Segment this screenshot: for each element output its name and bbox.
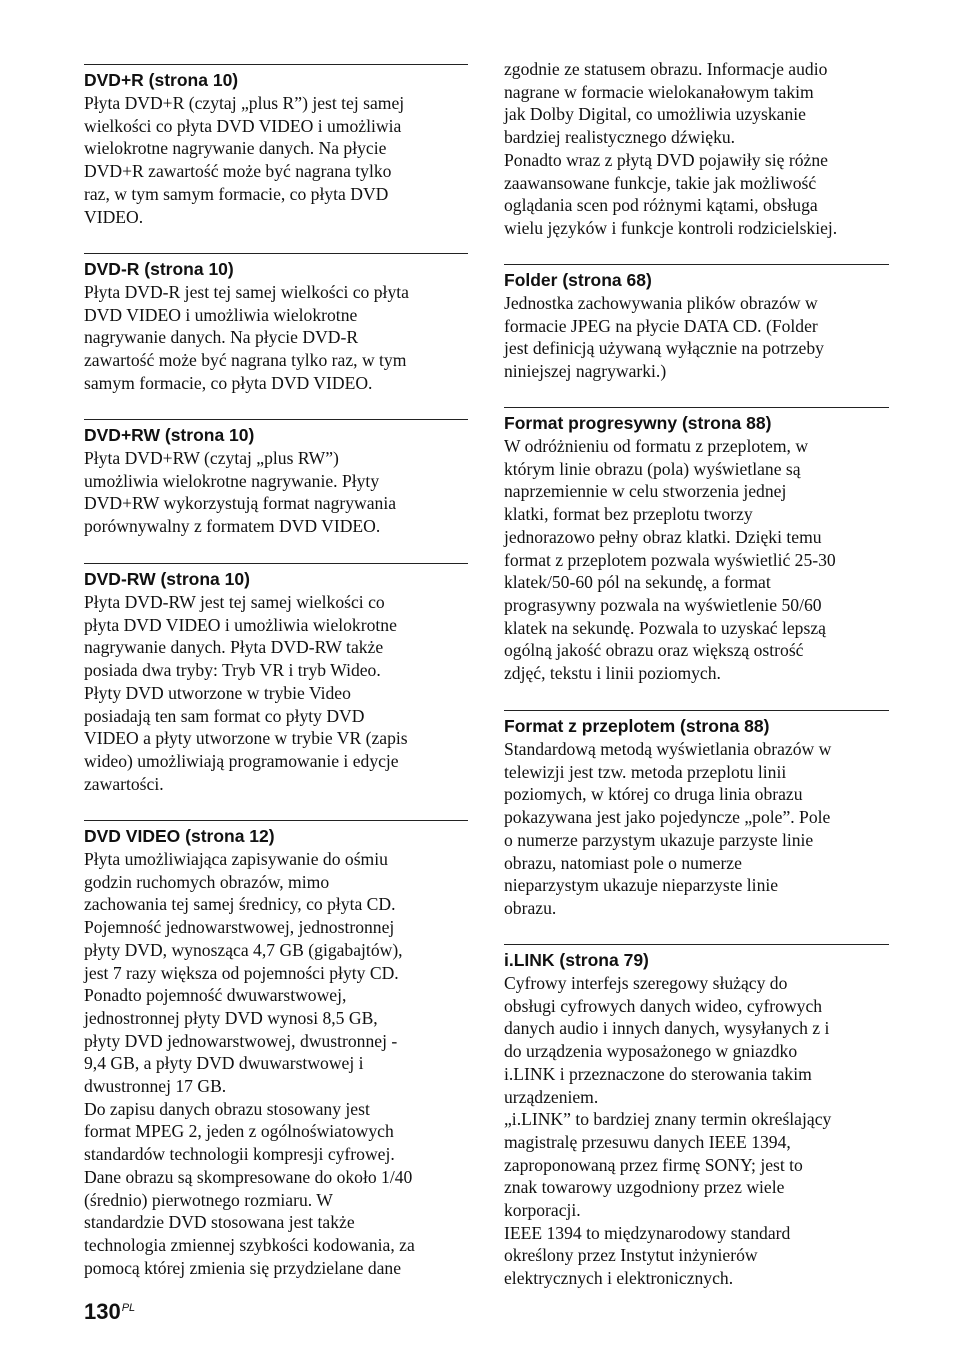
glossary-entry-folder [504,264,889,383]
entry-divider [84,64,468,65]
entry-body: zgodnie ze statusem obrazu. Informacje audio nagrane w formacie wielokanałowym takim jak Dolby Digital, co umożliwia uzyskanie bardziej realistycznego dźwięku. Ponadto wraz z płytą DVD pojawiły się różne zaawansowane funkcje, takie jak możliwość oglądania scen pod różnymi kątami, obsługa wielu języków i funkcje kontroli rodzicielskiej. [504,59,838,238]
entry-body: Płyta DVD-R jest tej samej wielkości co płyta DVD VIDEO i umożliwia wielokrotne nagrywanie danych. Na płycie DVD-R zawartość może być nagrana tylko raz, w tym samym formacie, co płyta DVD VIDEO. [84,282,409,393]
entry-body: Płyta umożliwiająca zapisywanie do ośmiu godzin ruchomych obrazów, mimo zachowania tej samej średnicy, co płyta CD. Pojemność jednowarstwowej, jednostronnej płyty DVD, wynosząca 4,7 GB (gigabajtów), jest 7 razy większa od pojemności płyty CD. Ponadto pojemność dwuwarstwowej, jednostronnej płyty DVD wynosi 8,5 GB, płyty DVD jednowarstwowej, dwustronnej - 9,4 GB, a płyty DVD dwuwarstwowej i dwustronnej 17 GB. Do zapisu danych obrazu stosowany jest format MPEG 2, jeden z ogólnoświatowych standardów technologii kompresji cyfrowej. Dane obrazu są skompresowane do około 1/40 (średnio) pierwotnego rozmiaru. W standardzie DVD stosowana jest także technologia zmiennej szybkości kodowania, za pomocą której zmienia się przydzielane dane [84,849,415,1278]
entry-body: W odróżnieniu od formatu z przeplotem, w którym linie obrazu (pola) wyświetlane są naprzemiennie w celu stworzenia jednej klatki, format bez przeplotu tworzy jednorazowo pełny obraz klatki. Dzięki temu format z przeplotem pozwala wyświetlić 25-30 klatek/50-60 pól na sekundę, a format prograsywny pozwala na wyświetlenie 50/60 klatek na sekundę. Pozwala to uzyskać lepszą ogólną jakość obrazu oraz większą ostrość zdjęć, tekstu i linii poziomych. [504,436,836,684]
entry-divider [84,563,468,564]
entry-title: Format z przeplotem (strona 88) [504,716,770,736]
glossary-entry-format-progresywny [504,407,889,685]
entry-divider [504,710,889,711]
entry-divider [504,944,889,945]
entry-divider [504,264,889,265]
entry-title: DVD+R (strona 10) [84,70,239,90]
glossary-entry-dvd-video [84,820,468,1279]
page-number [84,1298,135,1326]
entry-divider [84,253,468,254]
entry-body: Płyta DVD-RW jest tej samej wielkości co płyta DVD VIDEO i umożliwia wielokrotne nagrywanie danych. Płyta DVD-RW także posiada dwa tryby: Tryb VR i tryb Wideo. Płyty DVD utworzone w trybie Video posiadają ten sam format co płyty DVD VIDEO a płyty utworzone w trybie VR (zapis wideo) umożliwiają programowanie i edycje zawartości. [84,592,408,794]
entry-divider [84,820,468,821]
glossary-entry-ilink [504,944,889,1290]
entry-title: i.LINK (strona 79) [504,950,649,970]
entry-body: Cyfrowy interfejs szeregowy służący do obsługi cyfrowych danych wideo, cyfrowych danych audio i innych danych, wysyłanych z i do urządzenia wyposażonego w gniazdko i.LINK i przeznaczone do sterowania takim urządzeniem. „i.LINK” to bardziej znany termin określający magistralę przesuwu danych IEEE 1394, zaproponowaną przez firmę SONY; jest to znak towarowy uzgodniony przez wiele korporacji. IEEE 1394 to międzynarodowy standard określony przez Instytut inżynierów elektrycznych i elektronicznych. [504,973,832,1289]
entry-body: Standardową metodą wyświetlania obrazów w telewizji jest tzw. metoda przeplotu linii poziomych, w której co druga linia obrazu pokazywana jest jako pojedyncze „pole”. Pole o numerze parzystym ukazuje parzyste linie obrazu, natomiast pole o numerze nieparzystym ukazuje nieparzyste linie obrazu. [504,739,832,918]
entry-body: Płyta DVD+RW (czytaj „plus RW”) umożliwia wielokrotne nagrywanie. Płyty DVD+RW wykorzystują format nagrywania porównywalny z formatem DVD VIDEO. [84,448,397,537]
entry-title: DVD-R (strona 10) [84,259,234,279]
entry-body: Jednostka zachowywania plików obrazów w formacie JPEG na płycie DATA CD. (Folder jest definicją używaną wyłącznie na potrzeby niniejszej nagrywarki.) [504,293,824,382]
glossary-entry-dvd-r [84,253,468,395]
entry-title: Folder (strona 68) [504,270,652,290]
glossary-entry-dvd-rw [84,563,468,795]
glossary-entry-dvd-video-continued [504,58,889,240]
entry-title: Format progresywny (strona 88) [504,413,772,433]
entry-title: DVD+RW (strona 10) [84,425,255,445]
page-number-value: 130 [84,1299,121,1324]
page-language-code: PL [121,1302,136,1314]
glossary-entry-dvd-plus-rw [84,419,468,538]
glossary-entry-format-z-przeplotem [504,710,889,920]
entry-title: DVD VIDEO (strona 12) [84,826,275,846]
entry-divider [504,407,889,408]
glossary-entry-dvd-plus-r [84,64,468,228]
entry-divider [84,419,468,420]
entry-body: Płyta DVD+R (czytaj „plus R”) jest tej samej wielkości co płyta DVD VIDEO i umożliwia wielokrotne nagrywanie danych. Na płycie DVD+R zawartość może być nagrana tylko raz, w tym samym formacie, co płyta DVD VIDEO. [84,93,405,227]
entry-title: DVD-RW (strona 10) [84,569,250,589]
